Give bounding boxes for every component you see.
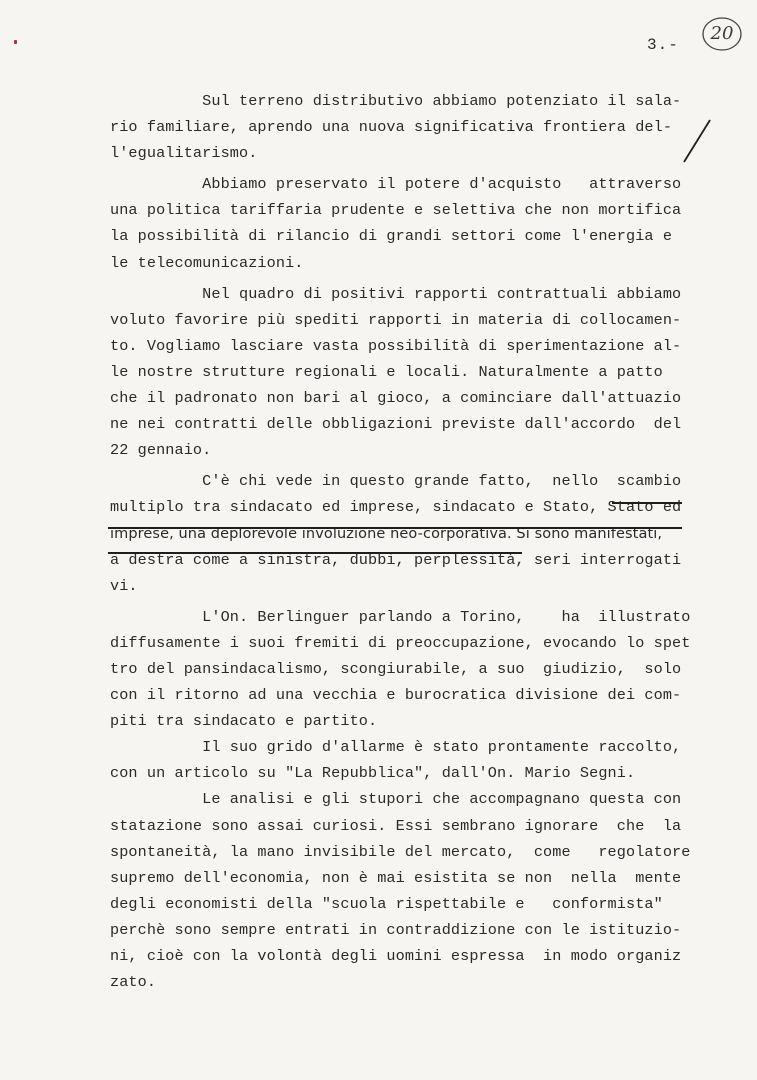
text-line: supremo dell'economia, non è mai esistita se non nella mente <box>110 868 682 887</box>
folio-stamp <box>700 14 744 54</box>
text-line: C'è chi vede in questo grande fatto, nello scambio <box>110 472 682 491</box>
text-line: con il ritorno ad una vecchia e burocratica divisione dei com- <box>110 686 682 705</box>
paragraph-7 <box>110 786 690 995</box>
text-line: voluto favorire più spediti rapporti in materia di collocamen- <box>110 310 682 329</box>
underline-mark <box>612 502 682 506</box>
text-line: statazione sono assai curiosi. Essi sembrano ignorare che la <box>110 816 682 835</box>
text-line: multiplo tra sindacato ed imprese, sindacato e Stato, Stato ed <box>110 498 682 517</box>
text-line: l'egualitarismo. <box>110 144 258 163</box>
text-line-handwritten: imprese, una deplorevole involuzione neo-corporativa. Si sono manifestati, <box>110 525 663 542</box>
ink-speck <box>14 40 17 44</box>
text-line: che il padronato non bari al gioco, a cominciare dall'attuazio <box>110 389 682 408</box>
text-line: le telecomunicazioni. <box>110 253 304 272</box>
text-line: Abbiamo preservato il potere d'acquisto attraverso <box>110 175 682 194</box>
text-line: piti tra sindacato e partito. <box>110 712 378 731</box>
text-line: con un articolo su "La Repubblica", dall'On. Mario Segni. <box>110 764 636 783</box>
paragraph-4 <box>110 468 690 598</box>
text-line: la possibilità di rilancio di grandi settori come l'energia e <box>110 227 673 246</box>
text-line: ni, cioè con la volontà degli uomini espressa in modo organiz <box>110 947 682 965</box>
text-line: rio familiare, aprendo una nuova significativa frontiera del- <box>110 118 673 137</box>
underline-mark <box>108 552 522 557</box>
text-line: Le analisi e gli stupori che accompagnano questa con <box>110 790 682 809</box>
text-line: le nostre strutture regionali e locali. Naturalmente a patto <box>110 362 663 381</box>
text-line: 22 gennaio. <box>110 441 212 460</box>
text-line: vi. <box>110 576 138 595</box>
page-number: 3.- <box>647 36 679 54</box>
text-line: una politica tariffaria prudente e selettiva che non mortifica <box>110 201 682 220</box>
folio-number: 20 <box>710 23 734 44</box>
body-text <box>110 88 690 995</box>
text-line: Sul terreno distributivo abbiamo potenziato il sala- <box>110 92 682 110</box>
paragraph-1 <box>110 88 690 166</box>
paragraph-2 <box>110 171 690 275</box>
text-line: zato. <box>110 973 157 992</box>
text-line: spontaneità, la mano invisibile del mercato, come regolatore <box>110 842 691 861</box>
text-line: Il suo grido d'allarme è stato prontamente raccolto, <box>110 738 682 757</box>
paragraph-3 <box>110 281 690 464</box>
text-line: ne nei contratti delle obbligazioni previste dall'accordo del <box>110 415 682 434</box>
text-line: a destra come a sinistra, dubbi, perplessità, seri interrogati <box>110 550 682 569</box>
text-line: Nel quadro di positivi rapporti contrattuali abbiamo <box>110 284 682 303</box>
text-line: L'On. Berlinguer parlando a Torino, ha illustrato <box>110 607 691 626</box>
paragraph-6 <box>110 734 690 786</box>
text-line: tro del pansindacalismo, scongiurabile, a suo giudizio, solo <box>110 659 682 678</box>
underline-mark <box>108 527 682 532</box>
text-line: degli economisti della "scuola rispettabile e conformista" <box>110 894 663 913</box>
text-line: perchè sono sempre entrati in contraddizione con le istituzio- <box>110 920 682 939</box>
text-line: diffusamente i suoi fremiti di preoccupazione, evocando lo spet <box>110 633 691 652</box>
paragraph-5 <box>110 604 690 734</box>
text-line: to. Vogliamo lasciare vasta possibilità di sperimentazione al- <box>110 336 682 355</box>
